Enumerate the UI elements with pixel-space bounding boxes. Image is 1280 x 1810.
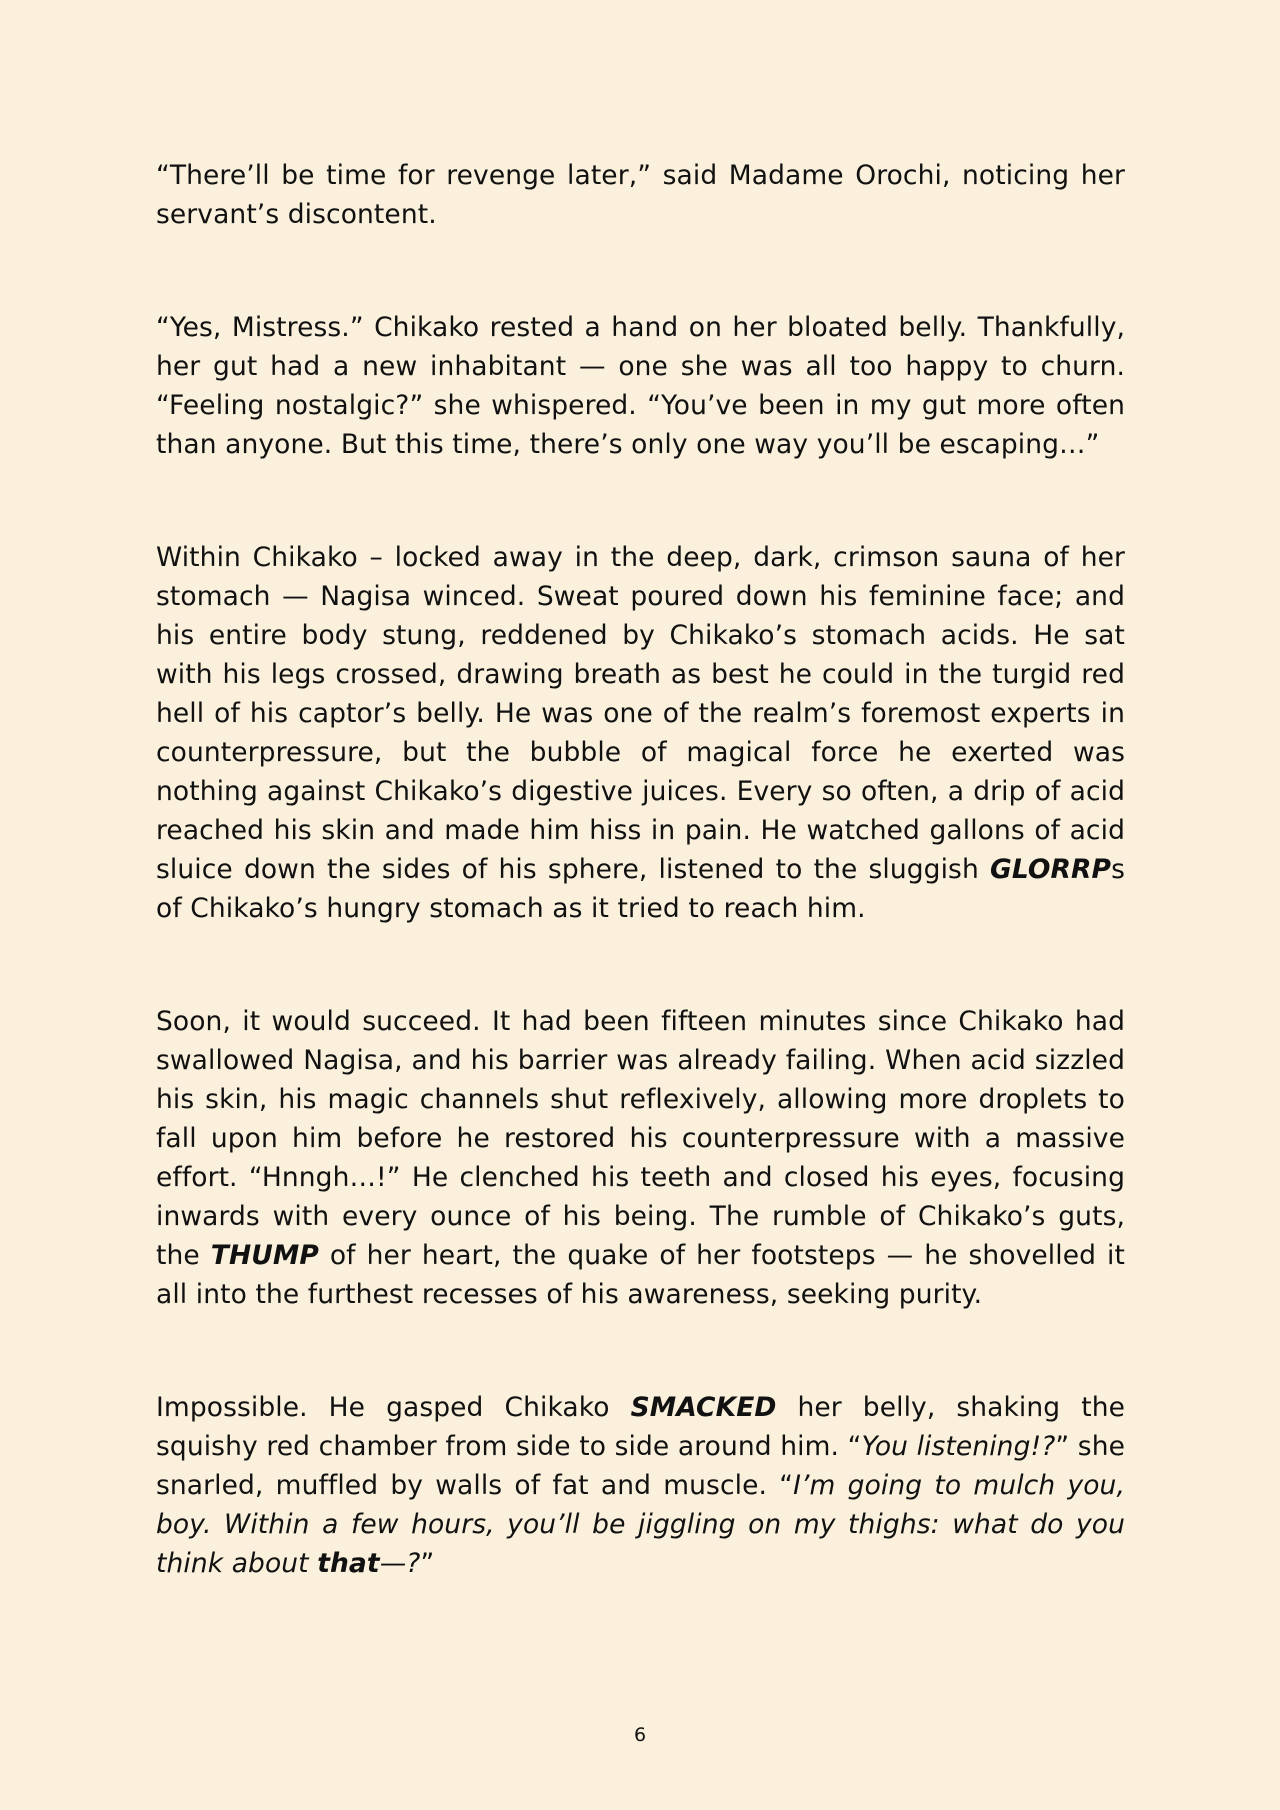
paragraph-text: her belly, shaking the squishy red chamber from side to side around him. “ <box>156 1392 1125 1462</box>
document-page <box>156 156 1125 1583</box>
emphasis-word: that <box>317 1548 380 1579</box>
sound-effect-thump: THUMP <box>210 1240 319 1271</box>
page-number: 6 <box>633 1724 647 1746</box>
paragraph-5 <box>156 1388 1125 1583</box>
paragraph-text: “There’ll be time for revenge later,” said Madame Orochi, noticing her servant’s discontent. <box>156 160 1125 230</box>
paragraph-text: of her heart, the quake of her footsteps — he shovelled it all into the furthest recesses of his awareness, seeking purity. <box>156 1240 1125 1310</box>
paragraph-3 <box>156 538 1125 928</box>
paragraph-4 <box>156 1002 1125 1314</box>
paragraph-text: ” <box>420 1548 435 1579</box>
paragraph-text: Within Chikako – locked away in the deep, dark, crimson sauna of her stomach — Nagisa winced. Sweat poured down his feminine face; and his entire body stung, reddened by Chikako’s stomach acids. He sat with his legs crossed, drawing breath as best he could in the turgid red hell of his captor’s belly. He was one of the realm’s foremost experts in counterpressure, but the bubble of magical force he exerted was nothing against Chikako’s digestive juices. Every so often, a drip of acid reached his skin and made him hiss in pain. He watched gallons of acid sluice down the sides of his sphere, listened to the sluggish <box>156 542 1125 885</box>
paragraph-text: Soon, it would succeed. It had been fifteen minutes since Chikako had swallowed Nagisa, and his barrier was already failing. When acid sizzled his skin, his magic channels shut reflexively, allowing more droplets to fall upon him before he restored his counterpressure with a massive effort. “Hnngh…!” He clenched his teeth and closed his eyes, focusing inwards with every ounce of his being. The rumble of Chikako’s guts, the <box>156 1006 1125 1271</box>
paragraph-text: s of Chikako’s hungry stomach as it tried to reach him. <box>156 854 1125 924</box>
sound-effect-smacked: SMACKED <box>630 1392 777 1423</box>
paragraph-text: Impossible. He gasped Chikako <box>156 1392 631 1423</box>
paragraph-text: “Yes, Mistress.” Chikako rested a hand on her bloated belly. Thankfully, her gut had a new inhabitant — one she was all too happy to churn. “Feeling nostalgic?” she whispered. “You’ve been in my gut more often than anyone. But this time, there’s only one way you’ll be escaping…” <box>156 312 1125 460</box>
sound-effect-glorrp: GLORRP <box>990 854 1112 885</box>
italic-speech: —? <box>379 1548 421 1579</box>
italic-speech: You listening!? <box>861 1431 1056 1462</box>
italic-speech: I’m going to mulch you, boy. Within a few hours, you’ll be jiggling on my thighs: what do you think about <box>156 1470 1125 1579</box>
paragraph-text: ” she snarled, muffled by walls of fat and muscle. “ <box>156 1431 1125 1501</box>
paragraph-2 <box>156 308 1125 464</box>
paragraph-1 <box>156 156 1125 234</box>
